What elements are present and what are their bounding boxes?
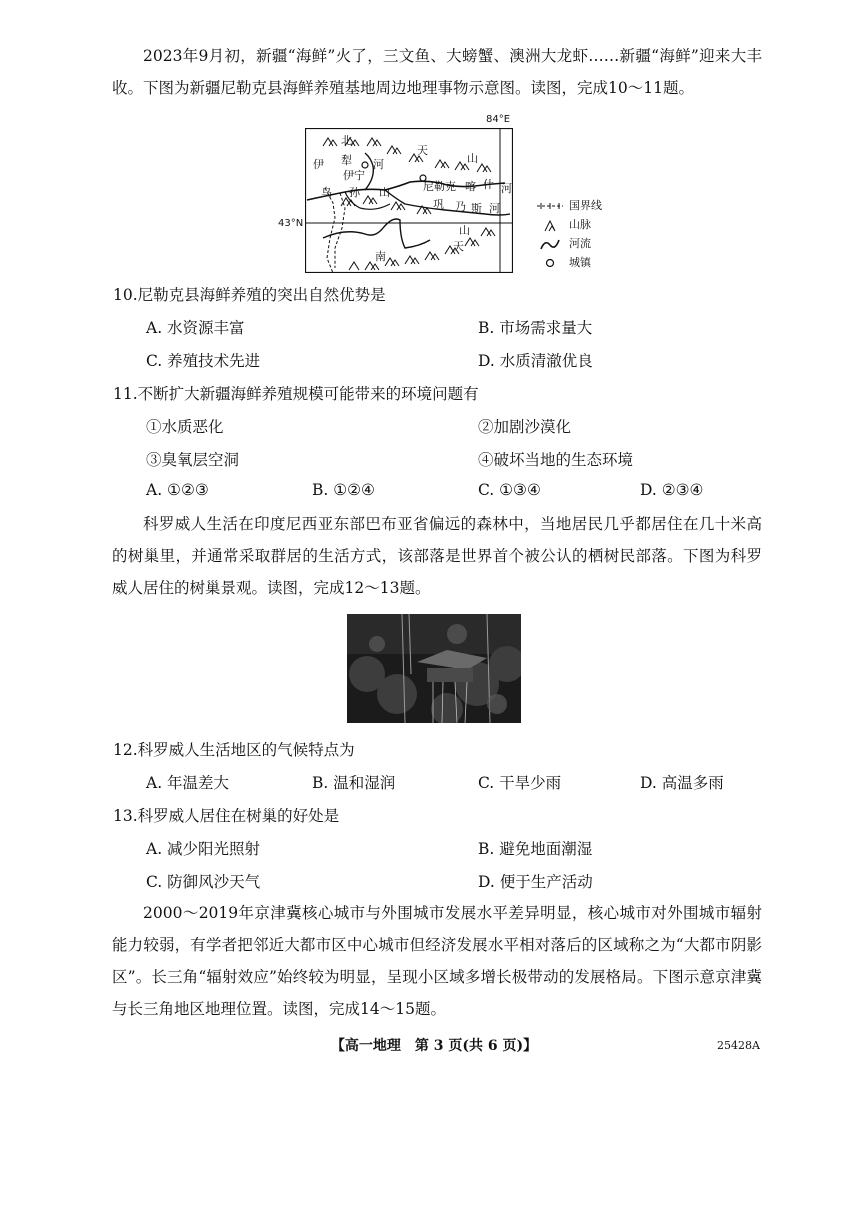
legend-mountain-label: 山脉 (569, 218, 591, 231)
map-label-bei: 北 (341, 134, 352, 147)
map-label-tian2: 天 (453, 240, 464, 253)
border-line-icon (537, 202, 563, 210)
intro-jingjinji: 2000～2019年京津冀核心城市与外围城市发展水平差异明显，核心城市对外围城市辐射能力较弱，有学者把邻近大都市区中心城市但经济发展水平相对落后的区域称之为“大都市阴影区”。长三角“辐射效应”始终较为明显，呈现小区域多增长极带动的发展格局。下图示意京津冀与长三角地区地理位置。读图，完成14～15题。 (112, 904, 762, 1018)
map-label-shan1: 山 (467, 152, 478, 165)
q11-statement-1: ①水质恶化 (146, 418, 224, 436)
q11-option-a: A. ①②③ (146, 481, 209, 499)
q10-option-a: A. 水资源丰富 (146, 319, 245, 337)
map-label-yining: 伊宁 (343, 169, 365, 182)
map-label-shan2: 山 (379, 186, 390, 199)
treehouse-photo (347, 614, 521, 723)
xinjiang-map (305, 128, 513, 273)
q10-option-c: C. 养殖技术先进 (146, 352, 261, 370)
map-label-yi: 伊 (313, 158, 324, 171)
q13-stem: 13.科罗威人居住在树巢的好处是 (113, 807, 340, 825)
longitude-label: 84°E (486, 114, 511, 125)
map-label-ka: 喀 (465, 180, 476, 193)
mountain-icon (537, 218, 563, 232)
q11-statement-4: ④破坏当地的生态环境 (478, 451, 634, 469)
page-footer: 【高一地理 第 3 页(共 6 页)】 (330, 1038, 538, 1054)
map-label-shi: 什 (483, 178, 494, 191)
legend-town-label: 城镇 (569, 256, 591, 269)
q10-option-d: D. 水质清澈优良 (478, 352, 593, 370)
q11-statement-3: ③臭氧层空洞 (146, 451, 240, 469)
q12-option-d: D. 高温多雨 (640, 774, 724, 792)
map-label-tian1: 天 (417, 144, 428, 157)
town-icon (537, 257, 563, 269)
legend-mountain (537, 215, 602, 234)
q11-stem: 11.不断扩大新疆海鲜养殖规模可能带来的环境问题有 (113, 385, 479, 403)
legend-river (537, 234, 602, 253)
map-label-nan: 南 (375, 250, 386, 263)
map-svg (305, 128, 513, 273)
map-label-nileke: 尼勒克 (423, 180, 456, 193)
q11-statement-2: ②加剧沙漠化 (478, 418, 572, 436)
q13-option-b: B. 避免地面潮湿 (478, 840, 593, 858)
map-label-nai: 乃 (455, 200, 466, 213)
map-label-wu: 乌 (321, 186, 332, 199)
q10-option-b: B. 市场需求量大 (478, 319, 593, 337)
legend-border-label: 国界线 (569, 199, 602, 212)
map-label-li: 犁 (341, 154, 352, 167)
q11-option-d: D. ②③④ (640, 481, 704, 499)
q11-option-c: C. ①③④ (478, 481, 541, 499)
map-legend (537, 196, 602, 272)
legend-river-label: 河流 (569, 237, 591, 250)
map-label-he1: 河 (373, 158, 384, 171)
map-label-he2: 河 (501, 182, 512, 195)
map-label-gong: 巩 (433, 198, 444, 211)
q12-stem: 12.科罗威人生活地区的气候特点为 (113, 741, 355, 759)
intro-korowai: 科罗威人生活在印度尼西亚东部巴布亚省偏远的森林中，当地居民几乎都居住在几十米高的树巢里，并通常采取群居的生活方式，该部落是世界首个被公认的栖树民部落。下图为科罗威人居住的树巢景观。读图，完成12～13题。 (112, 515, 762, 597)
q13-option-a: A. 减少阳光照射 (146, 840, 261, 858)
map-label-shan3: 山 (459, 224, 470, 237)
legend-town (537, 253, 602, 272)
exam-code: 25428A (717, 1039, 760, 1052)
q13-option-c: C. 防御风沙天气 (146, 873, 261, 891)
intro-xinjiang: 2023年9月初，新疆“海鲜”火了，三文鱼、大螃蟹、澳洲大龙虾……新疆“海鲜”迎来大丰收。下图为新疆尼勒克县海鲜养殖基地周边地理事物示意图。读图，完成10～11题。 (112, 47, 762, 97)
q12-option-c: C. 干旱少雨 (478, 774, 562, 792)
map-label-he3: 河 (489, 202, 500, 215)
map-label-si: 斯 (471, 202, 482, 215)
treehouse-image (347, 614, 521, 723)
q12-option-a: A. 年温差大 (146, 774, 230, 792)
q13-option-d: D. 便于生产活动 (478, 873, 593, 891)
river-icon (537, 237, 563, 251)
q11-option-b: B. ①②④ (312, 481, 375, 499)
latitude-label: 43°N (278, 218, 304, 229)
q10-stem: 10.尼勒克县海鲜养殖的突出自然优势是 (113, 286, 386, 304)
legend-border (537, 196, 602, 215)
map-label-sun: 孙 (349, 186, 360, 199)
q12-option-b: B. 温和湿润 (312, 774, 396, 792)
